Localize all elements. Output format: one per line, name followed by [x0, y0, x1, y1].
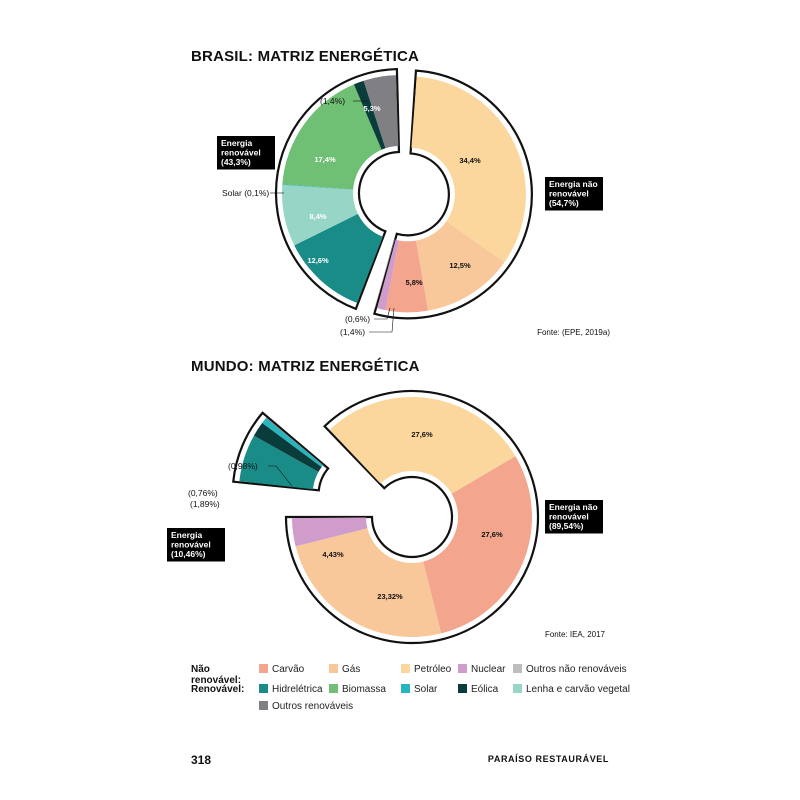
callout-nao-renovavel-mundo-text: renovável: [549, 511, 589, 522]
brasil-source: Fonte: (EPE, 2019a): [537, 328, 610, 337]
mundo-source: Fonte: IEA, 2017: [544, 630, 605, 639]
legend-renovavel-heading: Renovável:: [191, 684, 245, 695]
legend-label: Gás: [342, 664, 361, 675]
outros-nr-label: (0,6%): [345, 314, 371, 324]
callout-renovavel-brasil-text: renovável: [221, 147, 261, 158]
legend-label: Hidrelétrica: [272, 684, 323, 695]
legend-swatch: [329, 664, 338, 673]
slice-value-label: 8,4%: [309, 212, 327, 221]
legend-label: Lenha e carvão vegetal: [526, 684, 630, 695]
legend-swatch: [513, 684, 522, 693]
slice-value-label: 23,32%: [377, 592, 403, 601]
slice-g-s: [296, 528, 441, 637]
legend-item-nao-renovavel-2: [401, 664, 451, 675]
legend-swatch: [513, 664, 522, 673]
legend-swatch: [401, 684, 410, 693]
slice-value-label: 27,6%: [411, 430, 433, 439]
legend-label: Solar: [414, 684, 438, 695]
legend-item-renovavel-4: [513, 684, 630, 695]
legend-label: Nuclear: [471, 664, 506, 675]
slice-value-label: 27,6%: [481, 530, 503, 539]
eolica-label: (1,89%): [190, 499, 220, 509]
legend-item-nao-renovavel-3: [458, 664, 505, 675]
solar-label: Solar (0,1%): [222, 188, 270, 198]
slice-value-label: 17,4%: [314, 155, 336, 164]
legend-label: Petróleo: [414, 664, 452, 675]
legend-swatch: [458, 684, 467, 693]
legend-label: Outros não renováveis: [526, 664, 627, 675]
solar-label: (0,76%): [188, 488, 218, 498]
legend-item-renovavel-2: [401, 684, 437, 695]
callout-renovavel-mundo-text: (10,46%): [171, 549, 206, 559]
callout-nao-renovavel-mundo-text: (89,54%): [549, 521, 584, 531]
slice-value-label: 6,83%: [261, 526, 283, 535]
legend-swatch: [329, 684, 338, 693]
callout-renovavel-mundo-text: Energia: [171, 530, 203, 540]
slice-value-label: 5,3%: [363, 104, 381, 113]
callout-nao-renovavel-brasil-text: renovável: [549, 188, 589, 199]
legend-item-renovavel-5: [259, 701, 353, 712]
nuclear-label: (1,4%): [340, 327, 366, 337]
legend-swatch: [259, 664, 268, 673]
callout-renovavel-brasil-text: (43,3%): [221, 157, 251, 167]
legend-label: Carvão: [272, 664, 305, 675]
callout-nao-renovavel-brasil-text: (54,7%): [549, 198, 579, 208]
running-head: PARAÍSO RESTAURÁVEL: [487, 754, 609, 764]
legend-swatch: [259, 684, 268, 693]
mundo-chart-title: MUNDO: MATRIZ ENERGÉTICA: [191, 358, 420, 375]
legend-swatch: [458, 664, 467, 673]
legend-label: Outros renováveis: [272, 701, 354, 712]
outros-r-label: (0,98%): [228, 461, 258, 471]
legend-label: Biomassa: [342, 684, 386, 695]
legend-nao-renovavel-heading: Não renovável:: [191, 664, 242, 686]
slice-value-label: 5,8%: [405, 278, 423, 287]
callout-renovavel-mundo-text: renovável: [171, 539, 211, 550]
slice-value-label: 34,4%: [459, 156, 481, 165]
page-number: 318: [191, 753, 212, 767]
slice-value-label: 12,5%: [449, 261, 471, 270]
legend-swatch: [259, 701, 268, 710]
legend-swatch: [401, 664, 410, 673]
legend-item-renovavel-1: [329, 684, 386, 695]
legend-item-nao-renovavel-4: [513, 664, 627, 675]
brasil-chart-title: BRASIL: MATRIZ ENERGÉTICA: [191, 48, 420, 65]
callout-renovavel-brasil-text: Energia: [221, 138, 253, 148]
slice-value-label: 12,6%: [307, 256, 329, 265]
legend-item-nao-renovavel-0: [259, 664, 304, 675]
legend-item-renovavel-0: [259, 684, 323, 695]
legend-item-nao-renovavel-1: [329, 664, 360, 675]
legend-item-renovavel-3: [458, 684, 498, 695]
eolica-label: (1,4%): [320, 96, 346, 106]
legend-label: Eólica: [471, 684, 499, 695]
callout-nao-renovavel-mundo-text: Energia não: [549, 502, 598, 512]
callout-nao-renovavel-brasil-text: Energia não: [549, 179, 598, 189]
slice-value-label: 4,43%: [322, 550, 344, 559]
